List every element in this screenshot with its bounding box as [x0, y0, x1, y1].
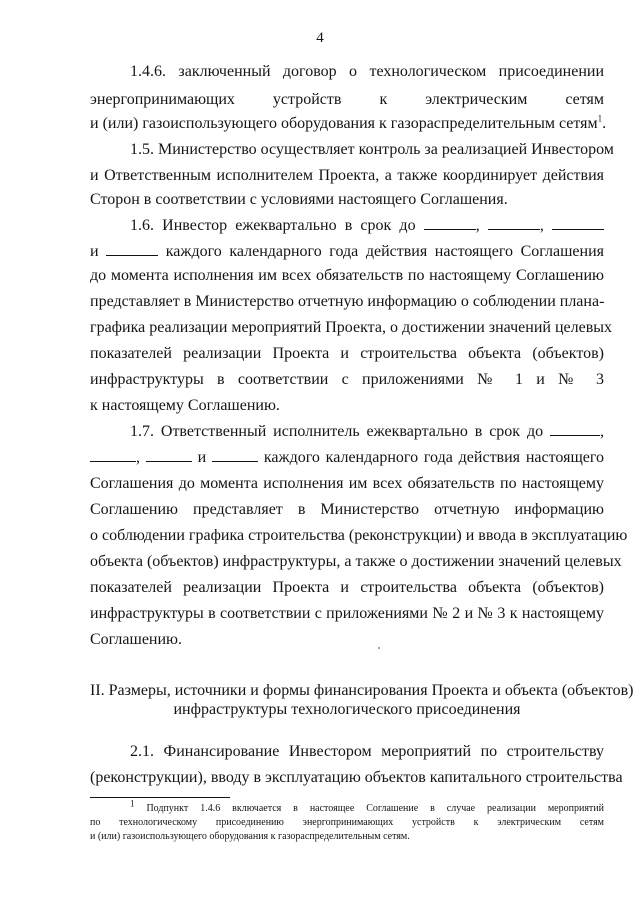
clause-1-7-line-8: инфраструктуры в соответствии с приложениями № 2 и № 3 к настоящему [90, 605, 604, 622]
clause-1-7-line-4: Соглашению представляет в Министерство отчетную информацию [90, 501, 604, 518]
clause-1-7-line-9: Соглашению. [90, 631, 183, 648]
clause-1-4-6-line-2: энергопринимающих устройств к электрическим сетям [90, 91, 604, 108]
clause-2-1-line-1: 2.1. Финансирование Инвестором мероприятий по строительству [130, 743, 604, 760]
clause-1-6-line-1-text: 1.6. Инвестор ежеквартально в срок до [130, 217, 416, 234]
section-2-heading-line-1: II. Размеры, источники и формы финансирования Проекта и объекта (объектов) [90, 682, 634, 699]
footnote-reference: 1 [597, 113, 603, 124]
footnote-line-2: по технологическому присоединению энергопринимающих устройств к электрическим сетям [90, 817, 604, 828]
date-blank [212, 448, 258, 462]
clause-1-7-line-2 [90, 448, 604, 468]
footnote-line-3: и (или) газоиспользующего оборудования к газораспределительным сетям. [90, 831, 410, 842]
footnote-marker: 1 [130, 798, 135, 809]
separator: , [136, 449, 140, 466]
conjunction: и [90, 243, 99, 260]
footnote-separator [90, 797, 230, 798]
clause-1-6-line-8: к настоящему Соглашению. [90, 397, 280, 414]
conjunction: и [197, 449, 207, 466]
clause-1-4-6-line-3-end: . [602, 115, 607, 132]
date-blank [550, 422, 600, 436]
separator: , [475, 217, 480, 234]
clause-1-6-line-3: до момента исполнения им всех обязательств по настоящему Соглашению [90, 267, 604, 284]
clause-1-4-6-line-3-text: и (или) газоиспользующего оборудования к газораспределительным сетям [90, 115, 598, 132]
clause-1-7-line-7: показателей реализации Проекта и строительства объекта (объектов) [90, 579, 604, 596]
clause-1-6-line-2 [90, 242, 604, 262]
clause-1-6-line-5: графика реализации мероприятий Проекта, о достижении значений целевых [90, 319, 613, 336]
date-blank [90, 448, 136, 462]
page-number: 4 [316, 30, 324, 46]
clause-1-7-line-1 [130, 422, 604, 442]
clause-1-6-line-1 [130, 216, 604, 236]
clause-1-6-line-4: представляет в Министерство отчетную информацию о соблюдении плана- [90, 293, 605, 310]
clause-1-5-line-2: и Ответственным исполнителем Проекта, а также координирует действия [90, 167, 604, 184]
clause-1-7-line-3: Соглашения до момента исполнения им всех обязательств по настоящему [90, 475, 604, 492]
clause-1-6-line-7: инфраструктуры в соответствии с приложениями № 1 и № 3 [90, 371, 604, 388]
date-blank [424, 216, 476, 230]
date-blank [552, 216, 604, 230]
clause-1-5-line-3: Сторон в соответствии с условиями настоящего Соглашения. [90, 191, 508, 208]
date-blank [106, 242, 158, 256]
date-blank [146, 448, 192, 462]
scan-speck [378, 647, 380, 649]
footnote-line-1 [130, 798, 604, 816]
footnote-line-1-text: Подпункт 1.4.6 включается в настоящее Соглашение в случае реализации мероприятий [146, 803, 604, 814]
clause-1-7-line-2-text: каждого календарного года действия настоящего [263, 449, 605, 466]
clause-1-7-line-5: о соблюдении графика строительства (реконструкции) и ввода в эксплуатацию [90, 527, 628, 544]
separator: , [539, 217, 544, 234]
date-blank [488, 216, 540, 230]
clause-1-7-line-1-text: 1.7. Ответственный исполнитель ежеквартально в срок до [130, 423, 544, 440]
clause-1-4-6-line-3 [90, 113, 607, 134]
clause-1-5-line-1: 1.5. Министерство осуществляет контроль за реализацией Инвестором [130, 141, 614, 158]
clause-1-4-6-line-1: 1.4.6. заключенный договор о технологическом присоединении [130, 63, 604, 80]
section-2-heading-line-2: инфраструктуры технологического присоединения [173, 701, 521, 718]
clause-2-1-line-2: (реконструкции), вводу в эксплуатацию объектов капитального строительства [90, 769, 623, 786]
clause-1-6-line-2-text: каждого календарного года действия настоящего Соглашения [165, 243, 605, 260]
clause-1-6-line-6: показателей реализации Проекта и строительства объекта (объектов) [90, 345, 604, 362]
clause-1-7-line-6: объекта (объектов) инфраструктуры, а также о достижении значений целевых [90, 553, 622, 570]
separator: , [600, 423, 604, 440]
